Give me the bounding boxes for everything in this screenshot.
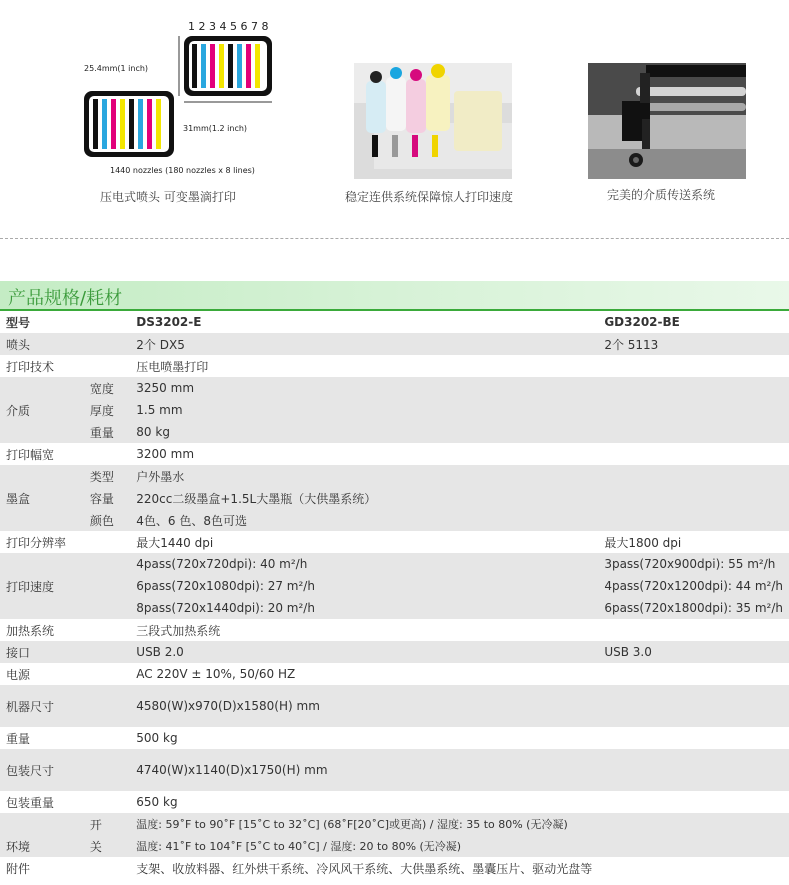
spec-value-a: 3250 mm <box>130 377 598 399</box>
spec-row <box>0 791 789 813</box>
spec-value-b: 最大1800 dpi <box>598 531 789 553</box>
spec-row <box>0 813 789 835</box>
spec-value-b <box>598 509 789 531</box>
spec-sublabel <box>84 749 130 791</box>
spec-value-b <box>598 749 789 791</box>
spec-label <box>0 813 84 835</box>
spec-header-model-b: GD3202-BE <box>598 311 789 333</box>
spec-value-b: 4pass(720x1200dpi): 44 m²/h <box>598 575 789 597</box>
printhead-diagram-svg <box>80 14 290 179</box>
spec-sublabel <box>84 597 130 619</box>
spec-value-b: 2个 5113 <box>598 333 789 355</box>
spec-label <box>0 377 84 399</box>
feature-caption-media-transport: 完美的介质传送系统 <box>607 188 716 202</box>
spec-label: 打印技术 <box>0 355 84 377</box>
spec-label: 包装尺寸 <box>0 749 84 791</box>
spec-value-a: 6pass(720x1080dpi): 27 m²/h <box>130 575 598 597</box>
spec-header-row <box>0 311 789 333</box>
ink-supply-photo <box>354 63 512 179</box>
spec-row <box>0 857 789 879</box>
spec-label: 介质 <box>0 399 84 421</box>
spec-label <box>0 553 84 575</box>
spec-value-b <box>598 399 789 421</box>
spec-value-a: 2个 DX5 <box>130 333 598 355</box>
spec-value-a: 1.5 mm <box>130 399 598 421</box>
spec-label: 加热系统 <box>0 619 84 641</box>
spec-sublabel <box>84 727 130 749</box>
printhead-diagram <box>80 14 290 179</box>
spec-value-a: 4pass(720x720dpi): 40 m²/h <box>130 553 598 575</box>
media-transport-photo <box>588 63 746 179</box>
spec-header-label: 型号 <box>0 311 84 333</box>
spec-value-b <box>598 465 789 487</box>
height-dimension-label: 25.4mm(1 inch) <box>84 64 149 73</box>
spec-sublabel <box>84 443 130 465</box>
feature-caption-ink-supply: 稳定连供系统保障惊人打印速度 <box>345 190 514 204</box>
spec-label <box>0 421 84 443</box>
spec-row <box>0 487 789 509</box>
ink-bottle-icon <box>366 81 386 133</box>
spec-row <box>0 465 789 487</box>
ink-tank-icon <box>454 91 502 151</box>
spec-sublabel <box>84 685 130 727</box>
spec-value-a: 220cc二级墨盒+1.5L大墨瓶（大供墨系统） <box>130 487 598 509</box>
spec-sublabel <box>84 641 130 663</box>
spec-value-a: 户外墨水 <box>130 465 598 487</box>
spec-sublabel <box>84 619 130 641</box>
spec-value-a: 4580(W)x970(D)x1580(H) mm <box>130 685 598 727</box>
nozzle-line-numbers: 1 2 3 4 5 6 7 8 <box>188 20 269 33</box>
spec-row <box>0 641 789 663</box>
spec-label: 墨盒 <box>0 487 84 509</box>
section-header <box>0 281 789 311</box>
spec-value-a: 8pass(720x1440dpi): 20 m²/h <box>130 597 598 619</box>
features-strip <box>0 0 789 240</box>
spec-value-b: 6pass(720x1800dpi): 35 m²/h <box>598 597 789 619</box>
spec-value-b <box>598 355 789 377</box>
spec-value-a: 温度: 59˚F to 90˚F [15˚C to 32˚C] (68˚F[20˚C]或更高) / 湿度: 35 to 80% (无冷凝) <box>130 813 598 835</box>
section-divider <box>0 238 789 239</box>
spec-value-b <box>598 443 789 465</box>
spec-sublabel: 颜色 <box>84 509 130 531</box>
spec-value-a: USB 2.0 <box>130 641 598 663</box>
spec-row <box>0 663 789 685</box>
spec-value-b <box>598 377 789 399</box>
feature-caption-printhead: 压电式喷头 可变墨滴打印 <box>100 190 236 204</box>
media-roller-icon <box>636 87 746 96</box>
spec-value-b <box>598 727 789 749</box>
spec-label <box>0 509 84 531</box>
spec-row <box>0 531 789 553</box>
spec-value-b <box>598 619 789 641</box>
spec-value-a: 三段式加热系统 <box>130 619 598 641</box>
spec-value-a: 温度: 41˚F to 104˚F [5˚C to 40˚C] / 湿度: 20 to 80% (无冷凝) <box>130 835 598 857</box>
spec-row <box>0 553 789 575</box>
spec-label <box>0 597 84 619</box>
spec-label: 打印速度 <box>0 575 84 597</box>
spec-row <box>0 399 789 421</box>
spec-row <box>0 421 789 443</box>
spec-sublabel <box>84 575 130 597</box>
spec-value-a: 4色、6 色、8色可选 <box>130 509 598 531</box>
spec-value-b <box>598 813 789 835</box>
spec-sublabel <box>84 791 130 813</box>
spec-table <box>0 311 789 879</box>
spec-sublabel: 宽度 <box>84 377 130 399</box>
spec-value-a: 最大1440 dpi <box>130 531 598 553</box>
spec-sublabel: 类型 <box>84 465 130 487</box>
spec-label: 附件 <box>0 857 84 879</box>
spec-sublabel <box>84 333 130 355</box>
spec-label: 电源 <box>0 663 84 685</box>
spec-row <box>0 575 789 597</box>
spec-sublabel <box>84 355 130 377</box>
spec-sublabel: 开 <box>84 813 130 835</box>
nozzle-count-label: 1440 nozzles (180 nozzles x 8 lines) <box>110 166 255 175</box>
spec-label: 打印分辨率 <box>0 531 84 553</box>
spec-value-b <box>598 835 789 857</box>
spec-row <box>0 355 789 377</box>
spec-sublabel <box>84 553 130 575</box>
spec-label: 包装重量 <box>0 791 84 813</box>
spec-value-a: AC 220V ± 10%, 50/60 HZ <box>130 663 598 685</box>
spec-value-a: 4740(W)x1140(D)x1750(H) mm <box>130 749 598 791</box>
spec-row <box>0 597 789 619</box>
spec-value-b <box>598 685 789 727</box>
spec-value-b <box>598 421 789 443</box>
spec-label: 接口 <box>0 641 84 663</box>
spec-row <box>0 377 789 399</box>
spec-label: 喷头 <box>0 333 84 355</box>
spec-sublabel: 厚度 <box>84 399 130 421</box>
spec-value-b: USB 3.0 <box>598 641 789 663</box>
spec-label: 重量 <box>0 727 84 749</box>
spec-value-b <box>598 487 789 509</box>
spec-row <box>0 749 789 791</box>
width-dimension-label: 31mm(1.2 inch) <box>183 124 248 133</box>
spec-row <box>0 619 789 641</box>
spec-sublabel: 重量 <box>84 421 130 443</box>
spec-value-b <box>598 663 789 685</box>
spec-label: 打印幅宽 <box>0 443 84 465</box>
spec-sublabel <box>84 663 130 685</box>
spec-value-b <box>598 857 789 879</box>
spec-value-b: 3pass(720x900dpi): 55 m²/h <box>598 553 789 575</box>
spec-sublabel: 容量 <box>84 487 130 509</box>
spec-value-a: 压电喷墨打印 <box>130 355 598 377</box>
spec-label: 机器尺寸 <box>0 685 84 727</box>
spec-value-a: 3200 mm <box>130 443 598 465</box>
spec-label: 环境 <box>0 835 84 857</box>
spec-sublabel: 关 <box>84 835 130 857</box>
section-title: 产品规格/耗材 <box>8 288 123 309</box>
spec-row <box>0 835 789 857</box>
spec-label <box>0 465 84 487</box>
spec-header-model-a: DS3202-E <box>130 311 598 333</box>
spec-row <box>0 509 789 531</box>
spec-row <box>0 443 789 465</box>
spec-value-a: 650 kg <box>130 791 598 813</box>
spec-sublabel <box>84 857 130 879</box>
spec-value-a: 支架、收放料器、红外烘干系统、冷风风干系统、大供墨系统、墨囊压片、驱动光盘等 <box>130 857 598 879</box>
spec-value-a: 80 kg <box>130 421 598 443</box>
spec-row <box>0 727 789 749</box>
spec-row <box>0 333 789 355</box>
spec-row <box>0 685 789 727</box>
spec-sublabel <box>84 531 130 553</box>
spec-value-a: 500 kg <box>130 727 598 749</box>
spec-value-b <box>598 791 789 813</box>
